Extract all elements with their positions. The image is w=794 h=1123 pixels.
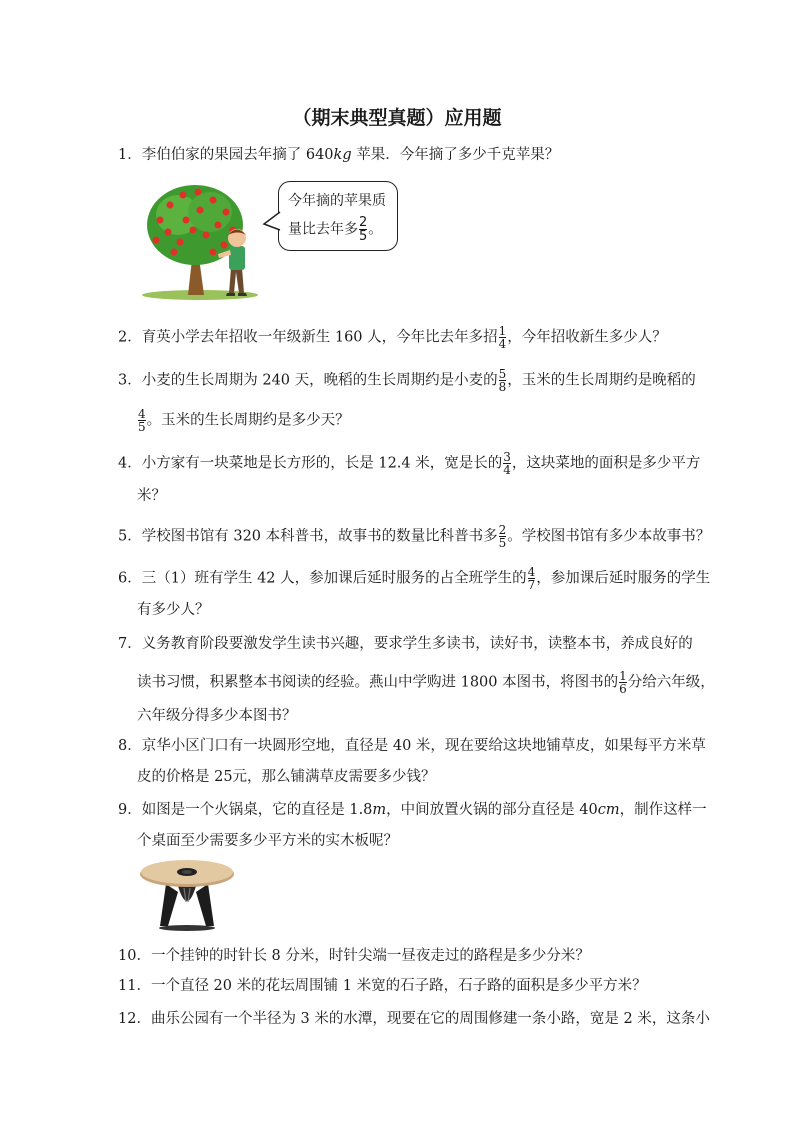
question-number: 2． — [118, 329, 142, 346]
fraction — [499, 325, 507, 350]
unit-text: kg — [333, 147, 352, 163]
fraction-denominator: 5 — [498, 536, 507, 550]
fraction-numerator: 4 — [138, 407, 146, 421]
question-4 — [118, 451, 700, 476]
question-4-continued — [137, 485, 166, 507]
question-number: 7． — [118, 636, 142, 652]
question-text: ，参加课后延时服务的学生 — [536, 570, 711, 587]
question-8-continued — [137, 766, 436, 788]
question-1 — [118, 144, 559, 166]
question-text: 三（1）班有学生 42 人，参加课后延时服务的占全班学生的 — [141, 570, 527, 587]
fraction — [619, 670, 627, 695]
question-text: ，这块菜地的面积是多少平方 — [511, 455, 701, 472]
question-number: 9． — [118, 802, 142, 818]
question-text: 学校图书馆有 320 本科普书，故事书的数量比科普书多 — [141, 528, 498, 545]
question-text: 个桌面至少需要多少平方米的实木板呢？ — [137, 833, 398, 849]
fraction-denominator: 4 — [498, 337, 507, 351]
fraction-numerator: 3 — [503, 450, 511, 464]
question-8 — [118, 735, 706, 757]
question-text: 曲乐公园有一个半径为 3 米的水潭，现要在它的周围修建一条小路，宽是 2 米，这条小 — [150, 1011, 710, 1027]
question-3-continued — [137, 408, 350, 433]
speech-bubble — [278, 181, 398, 251]
fraction-numerator: 4 — [527, 565, 536, 579]
question-5 — [118, 524, 710, 549]
question-text: 米？ — [137, 488, 166, 504]
fraction-denominator: 6 — [619, 682, 627, 696]
question-number: 12． — [118, 1011, 151, 1027]
question-number: 3． — [118, 372, 142, 389]
question-6 — [118, 566, 710, 591]
question-9 — [118, 799, 707, 821]
question-number: 5． — [118, 528, 142, 545]
hotpot-table-illustration — [138, 856, 236, 932]
question-text: 义务教育阶段要激发学生读书兴趣，要求学生多读书，读好书，读整本书，养成良好的 — [141, 636, 693, 652]
question-7 — [118, 633, 693, 655]
question-12 — [118, 1008, 710, 1030]
unit-text: m — [372, 802, 387, 818]
fraction-numerator: 2 — [498, 523, 507, 537]
apple-tree-illustration — [138, 180, 273, 302]
bubble-text: 。 — [368, 221, 383, 238]
question-text: 小麦的生长周期为 240 天，晚稻的生长周期约是小麦的 — [141, 372, 498, 389]
question-text: 一个挂钟的时针长 8 分米，时针尖端一昼夜走过的路程是多少分米？ — [150, 948, 590, 964]
question-text: ，制作这样一 — [619, 802, 707, 818]
fraction-denominator: 5 — [138, 420, 146, 434]
question-10 — [118, 945, 590, 967]
question-number: 1． — [118, 147, 142, 163]
question-9-continued — [137, 830, 398, 852]
question-number: 6． — [118, 570, 142, 587]
fraction — [499, 368, 507, 393]
fraction-numerator: 1 — [498, 324, 507, 338]
question-number: 8． — [118, 738, 142, 754]
fraction-numerator: 5 — [498, 367, 507, 381]
question-text: 苹果．今年摘了多少千克苹果？ — [351, 147, 560, 163]
question-text: 六年级分得多少本图书？ — [137, 708, 297, 724]
question-2 — [118, 325, 667, 350]
question-text: ，中间放置火锅的部分直径是 40 — [386, 802, 598, 818]
question-text: 如图是一个火锅桌，它的直径是 1.8 — [141, 802, 373, 818]
question-number: 4． — [118, 455, 142, 472]
question-number: 11． — [118, 978, 151, 994]
fraction-denominator: 8 — [498, 380, 507, 394]
question-number: 10． — [118, 948, 151, 964]
question-text: 分给六年级， — [627, 674, 715, 691]
question-text: 一个直径 20 米的花坛周围铺 1 米宽的石子路，石子路的面积是多少平方米？ — [150, 978, 647, 994]
question-text: ，今年招收新生多少人？ — [507, 329, 667, 346]
question-text: 有多少人？ — [137, 602, 210, 618]
fraction — [138, 408, 146, 433]
question-text: ，玉米的生长周期约是晚稻的 — [507, 372, 696, 389]
fraction — [528, 566, 536, 591]
fraction-numerator: 2 — [359, 215, 368, 230]
fraction — [499, 524, 507, 549]
question-text: 小方家有一块菜地是长方形的，长是 12.4 米，宽是长的 — [141, 455, 503, 472]
question-11 — [118, 975, 647, 997]
fraction-denominator: 7 — [527, 578, 536, 592]
fraction-numerator: 1 — [619, 669, 627, 683]
bubble-line-1: 今年摘的苹果质 — [288, 193, 386, 209]
question-7-continued-2 — [137, 705, 297, 727]
question-7-continued-1 — [137, 670, 715, 695]
question-text: 皮的价格是 25元，那么铺满草皮需要多少钱？ — [137, 769, 436, 785]
question-text: 。学校图书馆有多少本故事书？ — [507, 528, 711, 545]
question-text: 京华小区门口有一块圆形空地，直径是 40 米，现在要给这块地铺草皮，如果每平方米草 — [141, 738, 706, 754]
question-6-continued — [137, 599, 210, 621]
question-text: 育英小学去年招收一年级新生 160 人，今年比去年多招 — [141, 329, 498, 346]
speech-bubble-tail — [262, 210, 282, 232]
unit-text: cm — [597, 802, 620, 818]
bubble-text: 量比去年多 — [288, 221, 358, 238]
fraction — [359, 216, 367, 243]
fraction — [503, 451, 511, 476]
page-title: （期末典型真题）应用题 — [292, 107, 502, 129]
question-3 — [118, 368, 696, 393]
question-text: 李伯伯家的果园去年摘了 640 — [141, 147, 334, 163]
bubble-line-2 — [288, 216, 382, 243]
fraction-denominator: 5 — [359, 229, 368, 244]
question-text: 。玉米的生长周期约是多少天？ — [146, 412, 350, 429]
fraction-denominator: 4 — [503, 463, 511, 477]
question-text: 读书习惯，积累整本书阅读的经验。燕山中学购进 1800 本图书，将图书的 — [137, 674, 619, 691]
